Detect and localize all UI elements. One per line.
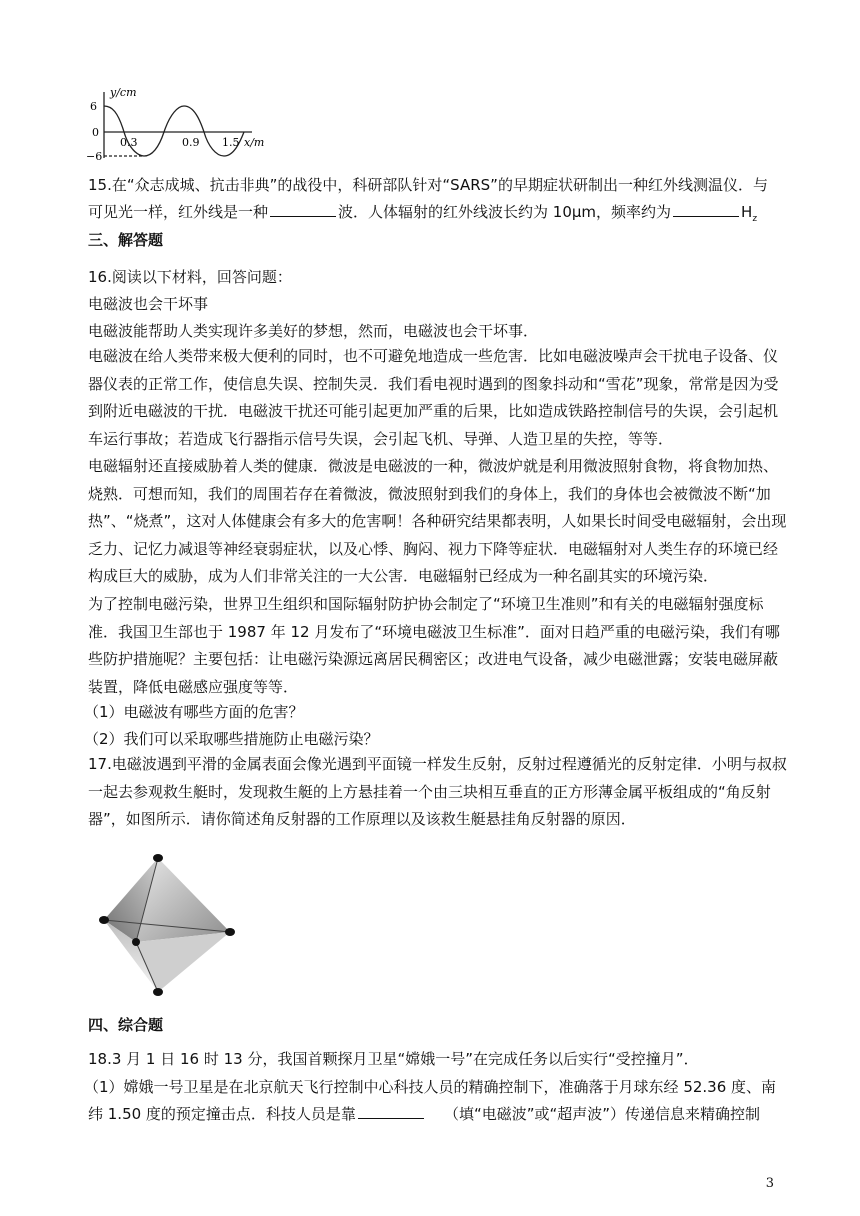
section-3-title: 三、解答题: [88, 231, 164, 249]
q15-line-1: 15.在“众志成城、抗击非典”的战役中，科研部队针对“SARS”的早期症状研制出一种红外线测温仪．与: [88, 176, 768, 194]
q15-unit: H: [741, 203, 753, 221]
x-tick-0.3: 0.3: [120, 136, 138, 149]
y-tick-6: 6: [90, 100, 97, 113]
q18-text-a: 纬 1.50 度的预定撞击点．科技人员是靠: [88, 1105, 356, 1123]
q16-paragraph-2: 电磁波在给人类带来极大便利的同时，也不可避免地造成一些危害．比如电磁波噪声会干扰电子设备、仪器仪表的正常工作，使信息失误、控制失灵．我们看电视时遇到的图象抖动和“雪花”现象，常常是因为受到附近电磁波的干扰．电磁波干扰还可能引起更加严重的后果，比如造成铁路控制信号的失误，会引起机车运行事故；若造成飞行器指示信号失误，会引起飞机、导弹、人造卫星的失控，等等．: [88, 347, 779, 448]
q16-paragraph-1: 电磁波能帮助人类实现许多美好的梦想，然而，电磁波也会干坏事．: [88, 322, 539, 340]
section-4-title: 四、综合题: [88, 1016, 164, 1034]
q18-text-b: （填“电磁波”或“超声波”）传递信息来精确控制: [443, 1105, 761, 1123]
y-axis-label: y/cm: [110, 86, 137, 99]
q16-paragraph-3: 电磁辐射还直接威胁着人类的健康．微波是电磁波的一种，微波炉就是利用微波照射食物，将食物加热、烧熟．可想而知，我们的周围若存在着微波，微波照射到我们的身体上，我们的身体也会被微波不断“加热”、“烧煮”，这对人体健康会有多大的危害啊！各种研究结果都表明，人如果长时间受电磁辐射，会出现乏力、记忆力减退等神经衰弱症状，以及心悸、胸闷、视力下降等症状．电磁辐射对人类生存的环境已经构成巨大的威胁，成为人们非常关注的一大公害．电磁辐射已经成为一种名副其实的环境污染．: [88, 457, 787, 585]
y-tick-neg6: −6: [86, 150, 103, 163]
wave-graph: [84, 84, 294, 166]
q15-unit-sub: z: [752, 214, 758, 224]
q18-sub-1-line-2: [88, 1103, 760, 1125]
q18-line-1: 18.3 月 1 日 16 时 13 分，我国首颗探月卫星“嫦娥一号”在完成任务以后实行“受控撞月”．: [88, 1050, 699, 1068]
q16-material-title: 电磁波也会干坏事: [88, 295, 209, 313]
page-number: 3: [765, 1176, 774, 1191]
q15-text-b: 波．人体辐射的红外线波长约为 10μm，频率约为: [338, 203, 672, 221]
y-tick-0: 0: [92, 126, 99, 139]
q15-blank-2[interactable]: [673, 202, 739, 217]
q18-sub-1-line-1: （1）嫦娥一号卫星是在北京航天飞行控制中心科技人员的精确控制下，准确落于月球东经 52.36 度、南: [84, 1078, 777, 1096]
q15-text-a: 可见光一样，红外线是一种: [88, 203, 269, 221]
q15-line-2: [88, 201, 757, 230]
q16-intro: 16.阅读以下材料，回答问题：: [88, 268, 292, 286]
q17-text: 17.电磁波遇到平滑的金属表面会像光遇到平面镜一样发生反射，反射过程遵循光的反射定律．小明与叔叔一起去参观救生艇时，发现救生艇的上方悬挂着一个由三块相互垂直的正方形薄金属平板组成的“角反射器”，如图所示．请你简述角反射器的工作原理以及该救生艇悬挂角反射器的原因．: [88, 755, 787, 828]
x-tick-0.9: 0.9: [182, 136, 200, 149]
q15-blank-1[interactable]: [270, 202, 336, 217]
q16-sub-question-1: （1）电磁波有哪些方面的危害？: [84, 703, 304, 721]
q18-blank-1[interactable]: [358, 1104, 424, 1119]
corner-reflector-image: [96, 850, 236, 998]
q16-paragraph-4: 为了控制电磁污染，世界卫生组织和国际辐射防护协会制定了“环境卫生准则”和有关的电磁辐射强度标准．我国卫生部也于 1987 年 12 月发布了“环境电磁波卫生标准”．面对日趋严重的电磁污染，我们有哪些防护措施呢？主要包括：让电磁污染源远离居民稠密区；改进电气设备，减少电磁泄露；安装电磁屏蔽装置，降低电磁感应强度等等．: [88, 595, 780, 696]
x-axis-label: x/m: [244, 136, 265, 149]
q16-sub-question-2: （2）我们可以采取哪些措施防止电磁污染？: [84, 730, 379, 748]
x-tick-1.5: 1.5: [222, 136, 240, 149]
